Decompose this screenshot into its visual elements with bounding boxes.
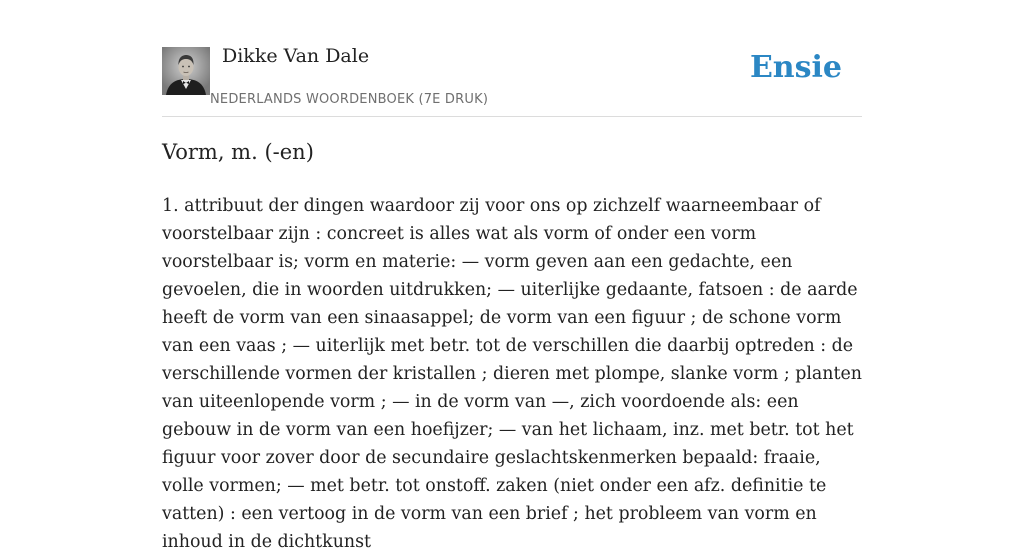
author-avatar[interactable]: [162, 47, 210, 95]
author-name[interactable]: Dikke Van Dale: [222, 45, 370, 67]
entry-header: [162, 0, 862, 117]
entry-definition: 1. attribuut der dingen waardoor zij voor ons op zichzelf waarneembaar of voorstelbaar zijn : concreet is alles wat als vorm of onder een vorm voorstelbaar is; vorm en materie: — vorm geven aan een gedachte, een gevoelen, die in woorden uitdrukken; — uiterlijke gedaante, fatsoen : de aarde heeft de vorm van een sinaasappel; de vorm van een figuur ; de schone vorm van een vaas ; — uiterlijk met betr. tot de verschillen die daarbij optreden : de verschillende vormen der kristallen ; dieren met plompe, slanke vorm ; planten van uiteenlopende vorm ; — in de vorm van —, zich voordoende als: een gebouw in de vorm van een hoefijzer; — van het lichaam, inz. met betr. tot het figuur voor zover door de secundaire geslachtskenmerken bepaald: fraaie, volle vormen; — met betr. tot onstoff. zaken (niet onder een afz. definitie te vatten) : een vertoog in de vorm van een brief ; het probleem van vorm en inhoud in de dichtkunst: [162, 196, 862, 552]
entry-title: Vorm, m. (-en): [162, 140, 314, 164]
author-portrait-icon: [162, 47, 210, 95]
ensie-logo-link[interactable]: Ensie: [749, 50, 842, 85]
source-label: NEDERLANDS WOORDENBOEK (7E DRUK): [210, 92, 489, 107]
entry-card: [162, 0, 862, 552]
